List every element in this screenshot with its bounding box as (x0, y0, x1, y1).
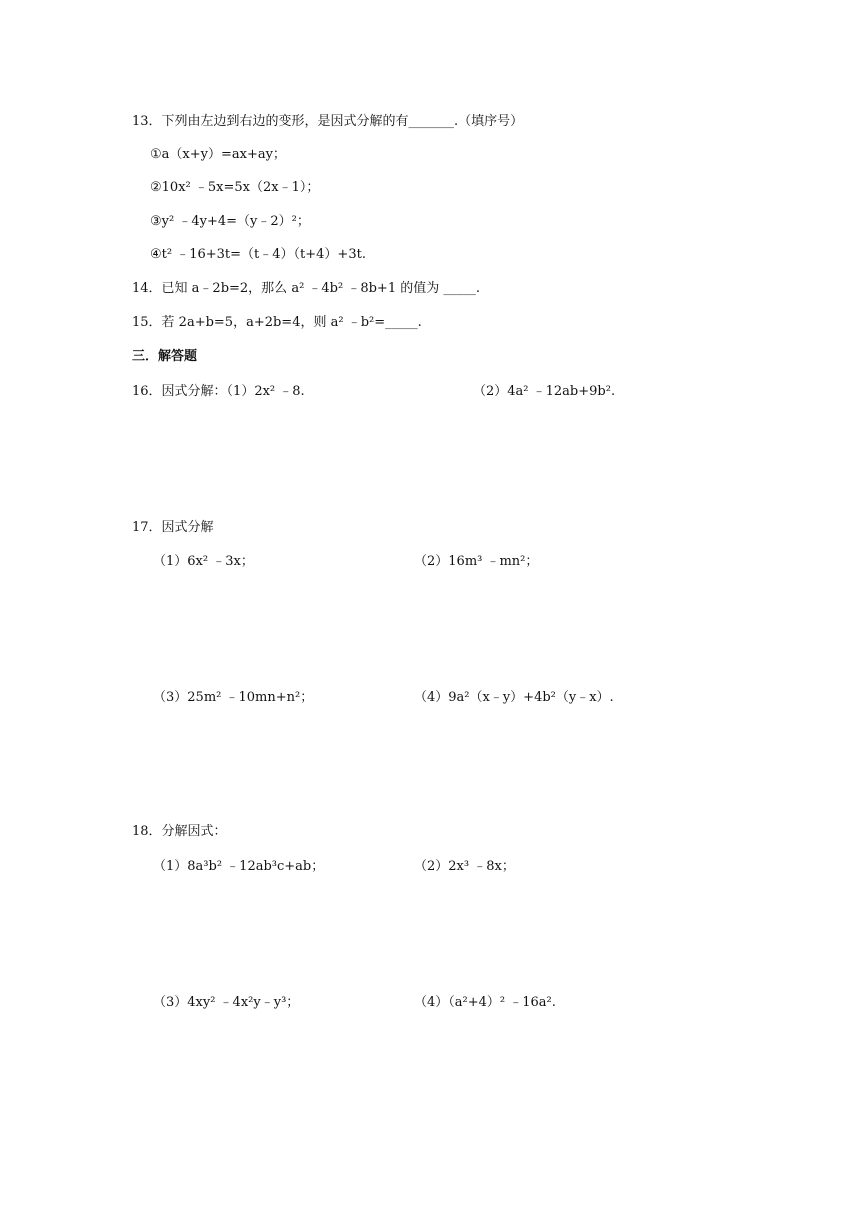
question-14: 14．已知 a﹣2b=2，那么 a² ﹣4b² ﹣8b+1 的值为 _____. (132, 281, 480, 296)
q17-stem: 17．因式分解 (132, 520, 214, 535)
q13-option-3: ③y² ﹣4y+4=（y﹣2）²； (150, 214, 310, 229)
q18-part-2: （2）2x³ ﹣8x； (414, 859, 515, 874)
q16-part-1: 16．因式分解：（1）2x² ﹣8. (132, 384, 305, 399)
q13-stem: 13．下列由左边到右边的变形，是因式分解的有_______.（填序号） (132, 114, 524, 129)
q17-part-1: （1）6x² ﹣3x； (153, 554, 254, 569)
question-15: 15．若 2a+b=5，a+2b=4，则 a² ﹣b²=_____. (132, 315, 422, 330)
q18-part-1: （1）8a³b² ﹣12ab³c+ab； (153, 859, 325, 874)
q18-stem: 18．分解因式： (132, 824, 227, 839)
q13-option-2: ②10x² ﹣5x=5x（2x﹣1）； (150, 180, 320, 195)
q17-part-2: （2）16m³ ﹣mn²； (414, 554, 539, 569)
q16-part-2: （2）4a² ﹣12ab+9b². (473, 384, 616, 399)
q18-part-3: （3）4xy² ﹣4x²y﹣y³； (153, 995, 300, 1010)
q13-option-4: ④t² ﹣16+3t=（t﹣4）（t+4）+3t. (150, 247, 366, 262)
q18-part-4: （4）（a²+4）² ﹣16a². (414, 995, 556, 1010)
q13-option-1: ①a（x+y）=ax+ay； (150, 147, 286, 162)
section-title: 三．解答题 (132, 349, 198, 364)
q17-part-4: （4）9a²（x﹣y）+4b²（y﹣x）. (414, 690, 614, 705)
q17-part-3: （3）25m² ﹣10mn+n²； (153, 690, 314, 705)
